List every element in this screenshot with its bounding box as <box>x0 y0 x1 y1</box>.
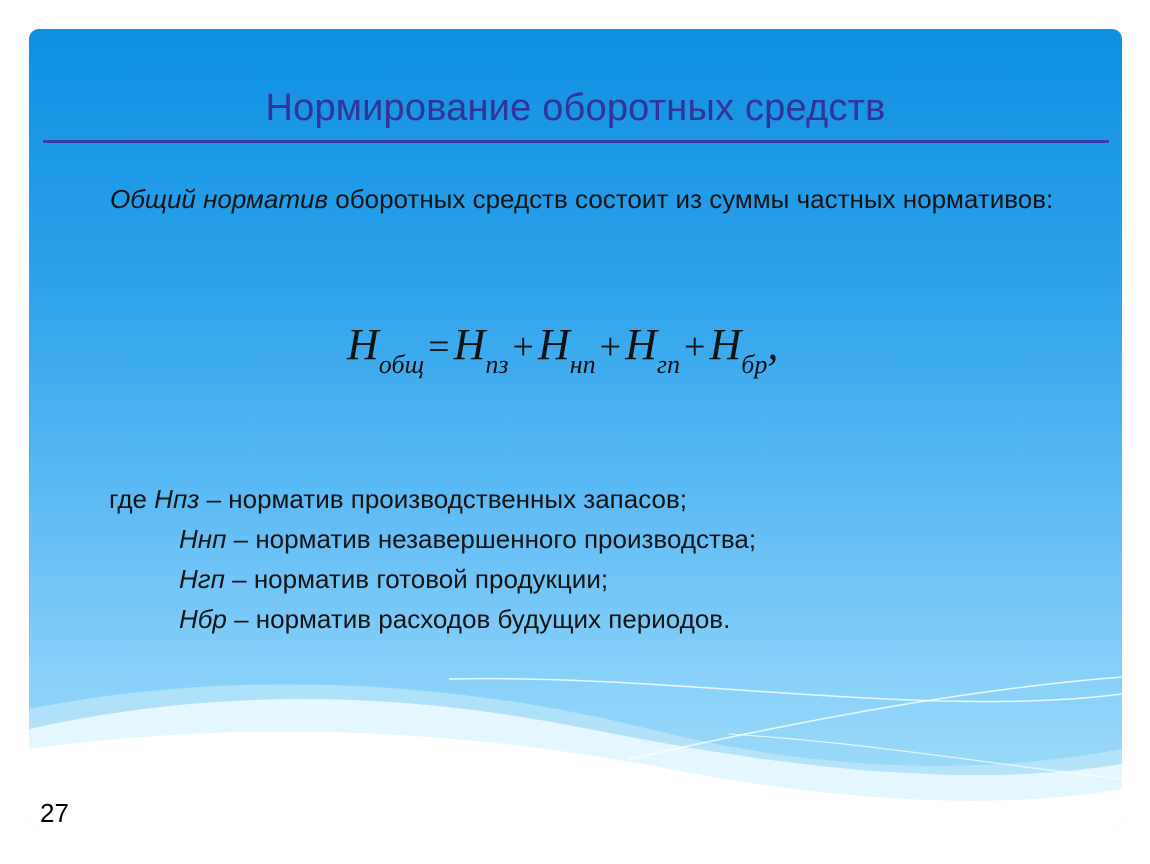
formula-lhs-sub: общ <box>378 350 425 379</box>
definition-symbol: Нгп <box>179 564 225 594</box>
formula-lhs: Н <box>347 320 379 369</box>
page-number: 27 <box>40 798 69 828</box>
intro-paragraph <box>43 182 1111 216</box>
slide-title: Нормирование оборотных средств <box>265 87 886 129</box>
formula-term-4-sub: бр <box>741 350 768 379</box>
formula-term-1: Н <box>453 320 486 369</box>
definition-row <box>179 564 608 595</box>
formula-plus-1: + <box>512 326 534 368</box>
formula-equals: = <box>428 326 450 368</box>
formula-term-3-sub: гп <box>656 350 681 379</box>
definition-row <box>179 524 756 555</box>
formula-term-2-sub: нп <box>569 350 596 379</box>
definition-row <box>179 604 730 635</box>
title-underline <box>43 140 1109 143</box>
definition-row <box>109 484 687 515</box>
formula <box>347 319 778 389</box>
slide <box>29 29 1122 829</box>
formula-term-2: Н <box>537 320 570 369</box>
intro-italic-term: Общий норматив <box>110 184 329 214</box>
definition-prefix: где <box>109 484 155 514</box>
definition-text: – норматив производственных запасов; <box>199 484 688 514</box>
definition-symbol: Ннп <box>179 524 227 554</box>
definition-text: – норматив расходов будущих периодов. <box>226 604 731 634</box>
formula-trailing-comma: , <box>767 320 779 369</box>
formula-plus-2: + <box>599 326 622 368</box>
intro-rest-text: оборотных средств состоит из суммы частных нормативов: <box>328 184 1054 214</box>
definition-symbol: Нпз <box>154 484 200 514</box>
formula-plus-3: + <box>684 326 706 368</box>
definition-text: – норматив незавершенного производства; <box>226 524 757 554</box>
definition-symbol: Нбр <box>179 604 227 634</box>
definition-text: – норматив готовой продукции; <box>224 564 609 594</box>
formula-term-1-sub: пз <box>485 350 509 379</box>
formula-term-4: Н <box>709 320 742 369</box>
formula-term-3: Н <box>625 320 657 369</box>
wave-decoration <box>29 29 1122 829</box>
